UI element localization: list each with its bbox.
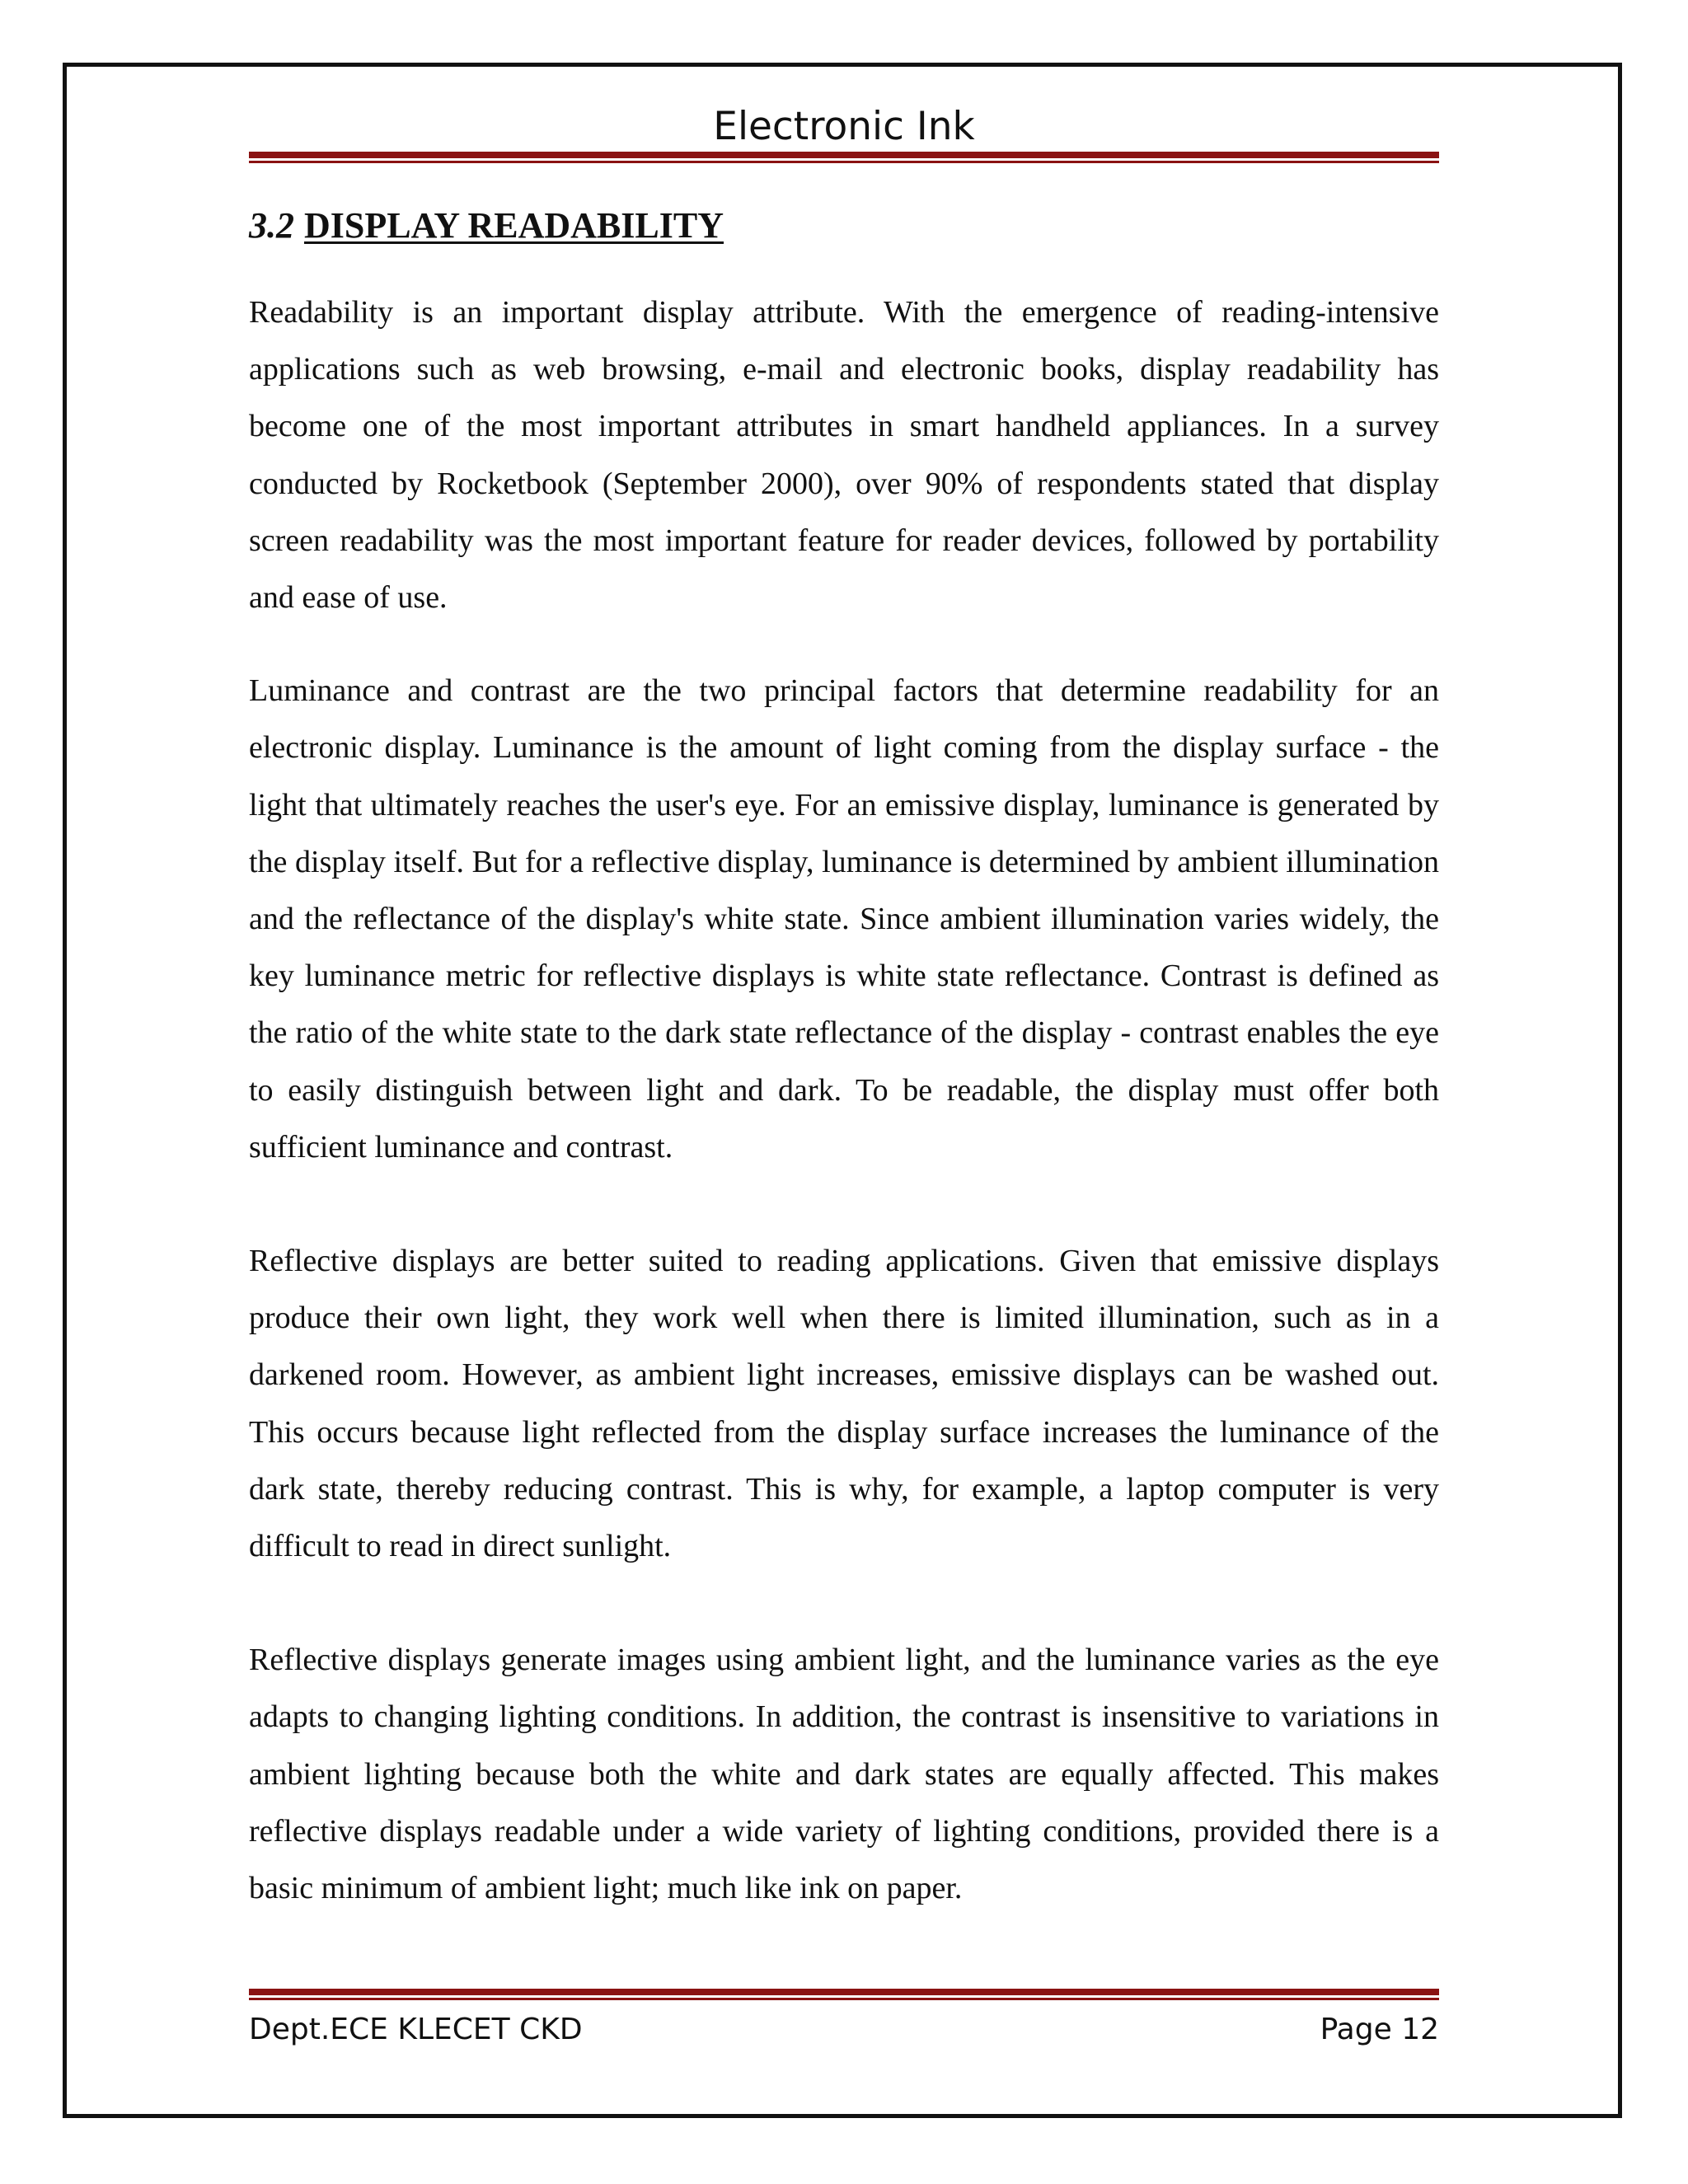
header-rule-thin [249, 161, 1439, 163]
section-heading [249, 201, 724, 251]
footer-rule-thick [249, 1989, 1439, 1995]
paragraph: Reflective displays generate images using ambient light, and the luminance varies as the eye adapts to changing lighting conditions. In addition, the contrast is insensitive to variations in ambient lighting because both the white and dark states are equally affected. This makes reflective displays readable under a wide variety of lighting conditions, provided there is a basic minimum of ambient light; much like ink on paper. [249, 1643, 1439, 1906]
footer-department: Dept.ECE KLECET CKD [249, 2013, 583, 2046]
body-text [249, 284, 1439, 1917]
section-number: 3.2 [249, 205, 294, 246]
section-title: DISPLAY READABILITY [304, 205, 724, 246]
header-title: Electronic Ink [713, 104, 975, 149]
paragraph: Luminance and contrast are the two principal factors that determine readability for an electronic display. Luminance is the amount of light coming from the display surface - the light that ultimately reaches the user's eye. For an emissive display, luminance is generated by the display itself. But for a reflective display, luminance is determined by ambient illumination and the reflectance of the display's white state. Since ambient illumination varies widely, the key luminance metric for reflective displays is white state reflectance. Contrast is defined as the ratio of the white state to the dark state reflectance of the display - contrast enables the eye to easily distinguish between light and dark. To be readable, the display must offer both sufficient luminance and contrast. [249, 673, 1439, 1165]
paragraph: Readability is an important display attribute. With the emergence of reading-intensive applications such as web browsing, e-mail and electronic books, display readability has become one of the most important attributes in smart handheld appliances. In a survey conducted by Rocketbook (September 2000), over 90% of respondents stated that display screen readability was the most important feature for reader devices, followed by portability and ease of use. [249, 295, 1439, 616]
header-rule [249, 152, 1439, 163]
footer-rule-thin [249, 1998, 1439, 2000]
footer-rule [249, 1989, 1439, 2000]
paragraph: Reflective displays are better suited to reading applications. Given that emissive displays produce their own light, they work well when there is limited illumination, such as in a darkened room. However, as ambient light increases, emissive displays can be washed out. This occurs because light reflected from the display surface increases the luminance of the dark state, thereby reducing contrast. This is why, for example, a laptop computer is very difficult to read in direct sunlight. [249, 1244, 1439, 1564]
header-rule-thick [249, 152, 1439, 158]
footer-page-number: Page 12 [1320, 2013, 1439, 2046]
